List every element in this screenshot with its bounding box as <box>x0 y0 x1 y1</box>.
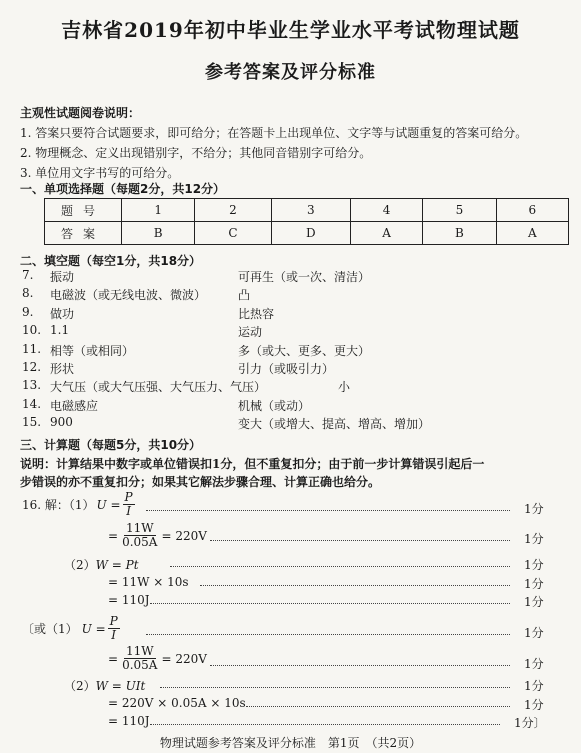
fill-answer-b: 变大（或增大、提高、增高、增加） <box>238 417 431 432</box>
fill-answer-b: 小 <box>338 380 351 395</box>
page-subtitle: 参考答案及评分标准 <box>205 62 376 83</box>
notes-heading: 主观性试题阅卷说明： <box>20 106 141 120</box>
eq-lhs: W = UIt <box>95 679 146 693</box>
fill-answer-b: 多（或大、更多、更大） <box>238 343 371 358</box>
eq-result: = 220V <box>161 651 207 666</box>
fraction <box>120 645 159 672</box>
table-row <box>45 199 569 222</box>
question-number: 5 <box>423 199 496 222</box>
score-label: 1分 <box>524 626 544 640</box>
fill-number: 10. <box>22 323 42 338</box>
score-label: 1分〕 <box>514 716 546 730</box>
row-label-answer: 答案 <box>45 222 122 245</box>
fill-answer-b: 凸 <box>238 288 251 303</box>
fill-answer-b: 引力（或吸引力） <box>238 362 335 376</box>
alt-label: 〔或（1） <box>22 622 78 637</box>
fill-number: 9. <box>22 304 34 319</box>
answer-cell: A <box>496 222 568 245</box>
eq-line: = 11W × 10s <box>108 575 189 589</box>
frac-denominator: 0.05A <box>122 535 158 550</box>
dotted-leader <box>150 603 510 604</box>
alt-part2 <box>64 677 145 694</box>
score-label: 1分 <box>524 558 544 572</box>
answer-cell: C <box>195 222 271 245</box>
fill-answer-a: 900 <box>50 415 73 430</box>
score-label: 1分 <box>524 657 544 671</box>
section3-note: 步错误的亦不重复扣分；如果其它解法步骤合理、计算正确也给分。 <box>20 475 381 489</box>
frac-numerator: P <box>124 490 133 504</box>
fill-answer-a: 电磁感应 <box>50 398 99 413</box>
fill-answer-a: 振动 <box>50 270 75 284</box>
part-label: （2） <box>64 679 96 693</box>
dotted-leader <box>146 510 510 511</box>
fill-answer-a: 电磁波（或无线电波、微波） <box>50 288 207 303</box>
dotted-leader <box>210 540 510 541</box>
dotted-leader <box>150 724 500 725</box>
eq-sign: = <box>108 651 119 666</box>
section3-note: 说明：计算结果中数字或单位错误扣1分，但不重复扣分；由于前一步计算错误引起后一 <box>20 457 485 471</box>
fill-number: 11. <box>22 341 42 356</box>
question-number: 3 <box>271 199 350 222</box>
eq-lhs: W = Pt <box>95 558 139 572</box>
fill-number: 15. <box>22 415 42 430</box>
question-number: 2 <box>195 199 271 222</box>
answer-cell: B <box>423 222 496 245</box>
eq-result: = 220V <box>161 528 207 543</box>
fill-answer-a: 形状 <box>50 362 75 376</box>
p16-label: 16. 解：（1） <box>22 498 95 513</box>
answer-cell: B <box>122 222 195 245</box>
dotted-leader <box>246 706 510 707</box>
fill-number: 14. <box>22 396 42 411</box>
score-label: 1分 <box>524 595 544 609</box>
frac-numerator: P <box>109 614 118 628</box>
note-item: 1. 答案只要符合试题要求，即可给分；在答题卡上出现单位、文字等与试题重复的答案可给分。 <box>20 126 528 140</box>
frac-denominator: I <box>111 628 117 643</box>
fill-answer-b: 机械（或动） <box>238 398 311 413</box>
section2-heading: 二、填空题（每空1分，共18分） <box>20 254 202 268</box>
eq-line: = 220V × 0.05A × 10s <box>108 696 246 710</box>
question-number: 1 <box>122 199 195 222</box>
dotted-leader <box>200 585 510 586</box>
question-number: 6 <box>496 199 568 222</box>
page-title: 吉林省2019年初中毕业生学业水平考试物理试题 <box>61 18 520 42</box>
score-label: 1分 <box>524 577 544 591</box>
eq-line: = 110J <box>108 714 150 728</box>
score-label: 1分 <box>524 502 544 516</box>
frac-denominator: 0.05A <box>122 658 158 673</box>
p16-eq2 <box>108 522 207 549</box>
fraction <box>108 615 120 642</box>
alt-eq2 <box>108 645 207 672</box>
fill-answer-b: 比热容 <box>238 306 275 321</box>
answer-table <box>44 198 569 245</box>
fill-number: 8. <box>22 286 34 301</box>
score-label: 1分 <box>524 532 544 546</box>
section3-heading: 三、计算题（每题5分，共10分） <box>20 438 202 452</box>
question-number: 4 <box>350 199 422 222</box>
fill-answer-a: 做功 <box>50 306 75 321</box>
score-label: 1分 <box>524 679 544 693</box>
fill-number: 13. <box>22 378 42 393</box>
answer-cell: D <box>271 222 350 245</box>
answer-cell: A <box>350 222 422 245</box>
fill-answer-a: 相等（或相同） <box>50 343 135 358</box>
note-item: 2. 物理概念、定义出现错别字，不给分；其他同音错别字可给分。 <box>20 146 372 160</box>
p16-part2 <box>64 556 139 573</box>
fill-answer-b: 可再生（或一次、清洁） <box>238 270 371 284</box>
eq-sign: = <box>108 528 119 543</box>
fill-number: 12. <box>22 360 42 374</box>
fill-answer-b: 运动 <box>238 325 263 340</box>
page-footer: 物理试题参考答案及评分标准 第1页 （共2页） <box>159 736 422 750</box>
score-label: 1分 <box>524 698 544 712</box>
fraction <box>123 491 135 518</box>
frac-denominator: I <box>126 504 131 519</box>
section1-heading: 一、单项选择题（每题2分，共12分） <box>20 182 226 196</box>
fill-answer-a: 大气压（或大气压强、大气压力、气压） <box>50 380 267 395</box>
frac-numerator: 11W <box>125 644 154 658</box>
fill-number: 7. <box>22 268 34 282</box>
part-label: （2） <box>64 558 96 572</box>
row-label-question: 题号 <box>45 199 122 222</box>
frac-numerator: 11W <box>125 521 154 535</box>
alt-eq1 <box>22 615 122 642</box>
dotted-leader <box>146 634 510 635</box>
eq-lhs: U = <box>96 497 121 512</box>
dotted-leader <box>170 566 510 567</box>
table-row <box>45 222 569 245</box>
fraction <box>120 522 159 549</box>
note-item: 3. 单位用文字书写的可给分。 <box>20 166 180 180</box>
eq-line: = 110J <box>108 593 150 607</box>
eq-lhs: U = <box>81 621 106 636</box>
p16-eq1 <box>22 491 137 518</box>
fill-answer-a: 1.1 <box>50 323 70 338</box>
dotted-leader <box>160 687 510 688</box>
dotted-leader <box>210 665 510 666</box>
